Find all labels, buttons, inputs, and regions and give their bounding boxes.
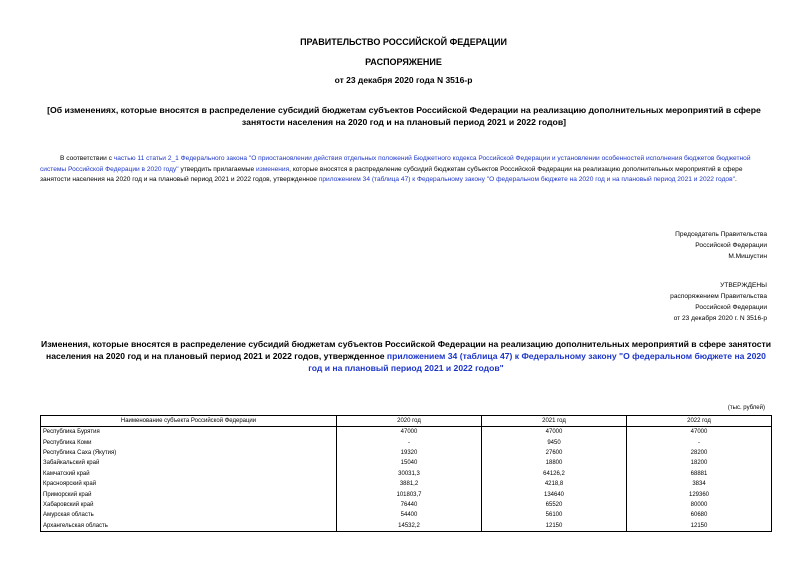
preamble-text-2: утвердить прилагаемые [178,165,257,173]
cell-value: 27600 [482,448,627,458]
header-2022: 2022 год [627,416,772,427]
section-appendix-link[interactable]: приложением 34 (таблица 47) к Федеральному закону "О федеральном бюджете на 2020 год и на плановый период 2021 и 2022 годов" [308,351,766,373]
signature-position: Председатель Правительства [675,231,767,238]
cell-value: 4218,8 [482,479,627,489]
cell-region: Архангельская область [41,521,337,532]
table-row [41,500,772,510]
cell-value: 68881 [627,469,772,479]
approval-line-3: Российской Федерации [695,304,767,311]
signature-name: М.Мишустин [728,253,767,260]
table-row [41,427,772,438]
cell-value: - [337,437,482,447]
table-row [41,437,772,447]
table-row [41,521,772,532]
approval-block [670,280,767,324]
cell-value: 76440 [337,500,482,510]
cell-value: 65520 [482,500,627,510]
cell-region: Красноярский край [41,479,337,489]
header-region: Наименование субъекта Российской Федерации [41,416,337,427]
cell-value: 18800 [482,458,627,468]
law-link[interactable]: частью 11 статьи 2_1 Федерального закона "О приостановлении действия отдельных положений Бюджетного кодекса Российской Федерации и установлении особенностей исполнения бюджетов бюджетной системы Российской Федерации в 2020 году" [40,155,751,173]
cell-region: Амурская область [41,510,337,520]
cell-value: 101803,7 [337,489,482,499]
cell-region: Республика Саха (Якутия) [41,448,337,458]
section-title-text: Изменения, которые вносятся в распределение субсидий бюджетам субъектов Российской Федерации на реализацию дополнительных мероприятий в сфере занятости населения на 2020 год и на плановый период 2021 и 2022 годов, утвержденное [41,339,771,361]
approval-line-2: распоряжением Правительства [670,293,767,300]
section-title [40,338,772,374]
cell-value: 129360 [627,489,772,499]
cell-value: 15040 [337,458,482,468]
table-unit: (тыс. рублей) [727,405,765,411]
cell-region: Республика Коми [41,437,337,447]
cell-region: Республика Бурятия [41,427,337,438]
government-title: ПРАВИТЕЛЬСТВО РОССИЙСКОЙ ФЕДЕРАЦИИ [300,37,507,47]
document-subject: [Об изменениях, которые вносятся в распределение субсидий бюджетам субъектов Российской Федерации на реализацию дополнительных мероприятий в сфере занятости населения на 2020 год и на плановый период 2021 и 2022 годов] [47,105,761,127]
header-2021: 2021 год [482,416,627,427]
cell-value: 54400 [337,510,482,520]
cell-value: 3881,2 [337,479,482,489]
table-row [41,489,772,499]
cell-value: 14532,2 [337,521,482,532]
cell-value: 56100 [482,510,627,520]
signature-block [675,229,767,262]
table-row [41,469,772,479]
preamble-text-3: , которые вносятся в распределение субсидий бюджетам субъектов Российской Федерации на реализацию дополнительных мероприятий в сфере занятости населения на 2020 год и на плановый период 2021 и 2022 годов, утвержденное [40,165,743,183]
cell-region: Хабаровский край [41,500,337,510]
table-row [41,479,772,489]
cell-value: 28200 [627,448,772,458]
document-date-number: от 23 декабря 2020 года N 3516-р [334,75,473,85]
cell-value: 64126,2 [482,469,627,479]
cell-value: 3834 [627,479,772,489]
cell-region: Камчатский край [41,469,337,479]
preamble-text-4: . [734,176,737,183]
document-type: РАСПОРЯЖЕНИЕ [365,57,442,67]
table-row [41,458,772,468]
preamble-text-1: В соответствии с [60,155,114,162]
preamble-paragraph [40,154,772,186]
table-row [41,510,772,520]
cell-value: 134640 [482,489,627,499]
cell-value: 9450 [482,437,627,447]
subsidy-table [40,415,772,532]
cell-value: 47000 [627,427,772,438]
cell-value: 80000 [627,500,772,510]
cell-value: 12150 [627,521,772,532]
cell-value: - [627,437,772,447]
signature-country: Российской Федерации [695,242,767,249]
table-row [41,448,772,458]
appendix-link[interactable]: приложением 34 (таблица 47) к Федеральному закону "О федеральном бюджете на 2020 год и на плановый период 2021 и 2022 годов" [318,176,735,183]
cell-value: 60680 [627,510,772,520]
cell-value: 47000 [337,427,482,438]
cell-region: Приморский край [41,489,337,499]
approval-date: от 23 декабря 2020 г. N 3516-р [673,315,767,322]
cell-value: 30031,3 [337,469,482,479]
cell-value: 18200 [627,458,772,468]
header-2020: 2020 год [337,416,482,427]
cell-value: 12150 [482,521,627,532]
changes-link[interactable]: изменения [256,165,290,173]
cell-region: Забайкальский край [41,458,337,468]
cell-value: 47000 [482,427,627,438]
approval-title: УТВЕРЖДЕНЫ [720,282,767,289]
cell-value: 19320 [337,448,482,458]
table-header-row [41,416,772,427]
